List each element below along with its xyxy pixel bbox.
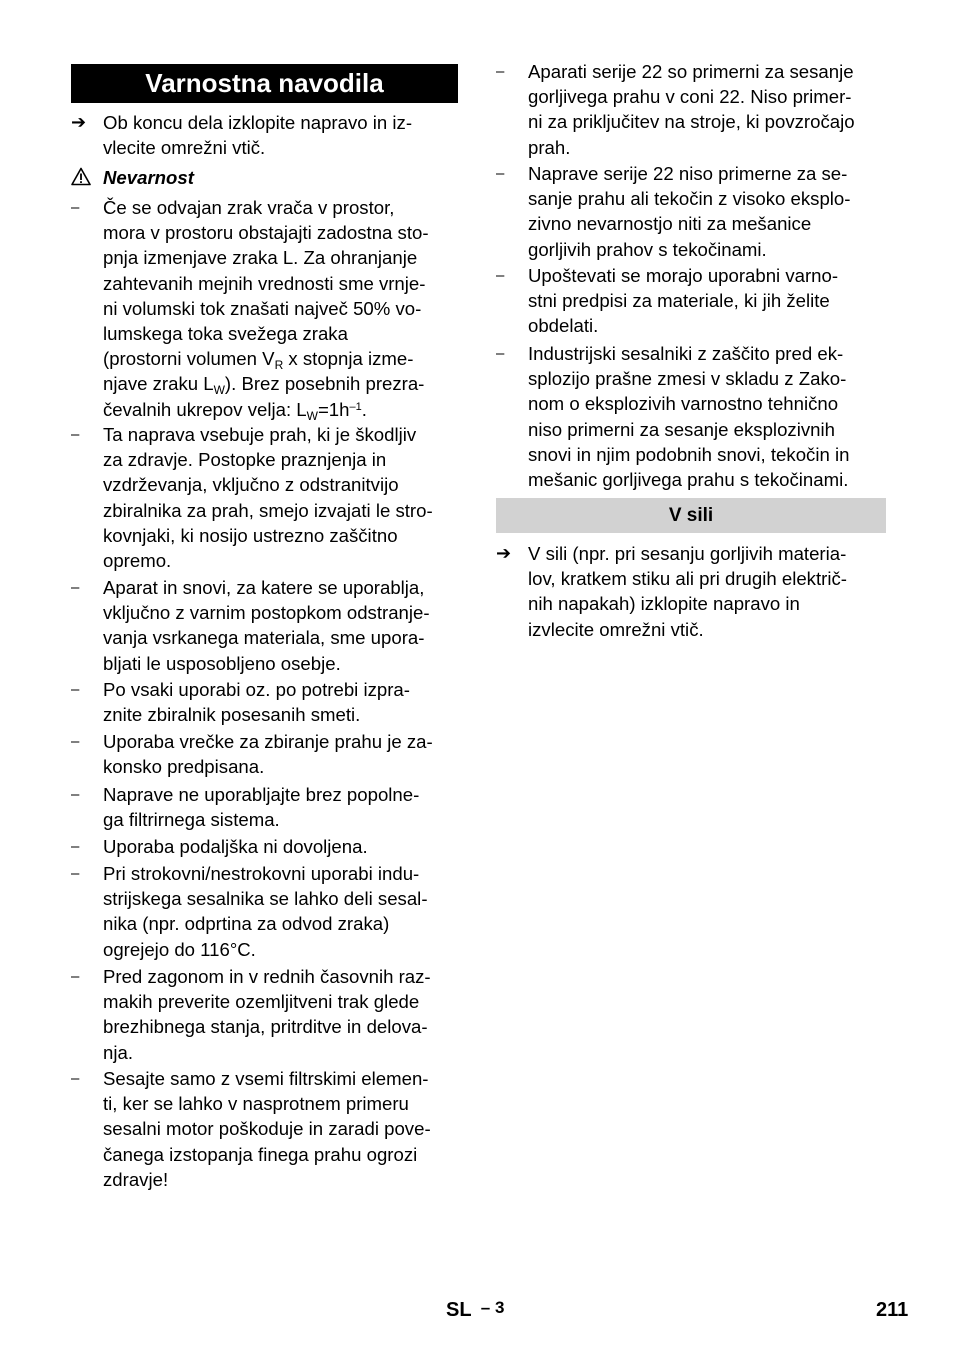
warning-triangle-icon [71,167,91,192]
list-item [71,575,461,676]
list-item [71,195,461,422]
section-page: – 3 [480,1298,505,1317]
list-item-text: Uporaba vrečke za zbiranje prahu je za- konsko predpisana. [103,731,433,778]
list-item [496,263,888,339]
instruction-text: Ob koncu dela izklopite napravo in iz- vlecite omrežni vtič. [103,112,413,159]
list-item-text: Aparat in snovi, za katere se uporablja, vključno z varnim postopkom odstranje- vanja vsrkanega materiala, sme upora- bljati le usposobljeno osebje. [103,577,430,674]
list-item-text: Upoštevati se morajo uporabni varno- stni predpisi za materiale, ki jih želite obdelati. [528,265,839,337]
list-item [71,782,461,832]
dash-marker: – [496,267,505,284]
list-item [71,729,461,779]
list-item [71,964,461,1065]
list-item [496,161,888,262]
list-item-text: Če se odvajan zrak vrača v prostor, mora v prostoru obstajajti zadostna sto- pnja izmenjave zraka L. Za ohranjanje zahtevanih mejnih vrednosti sme vrnje- ni volumski tok znašati največ 50% vo- lumskega toka svežega zraka (prostorni volumen $V_R$ x stopnja izme- njave zraku $L_W$). Brez posebnih prezra- čevalnih ukrepov velja: $L_W=1h^{-1}$. [103,197,429,423]
list-item [496,341,888,492]
list-item-text: Ta naprava vsebuje prah, ki je škodljiv za zdravje. Postopke praznjenja in vzdrževanja, vključno z odstranitvijo zbiralnika za prah, smejo izvajati le stro- kovnjaki, ki nosijo ustrezno zaščitno opremo. [103,424,433,572]
list-item-text: Naprave ne uporabljajte brez popolne- ga filtrirnega sistema. [103,784,420,831]
subsection-heading: V sili [496,498,886,533]
dash-marker: – [71,838,80,855]
list-item [71,677,461,727]
arrow-icon: ➔ [71,112,87,132]
dash-marker: – [71,733,80,750]
section-heading: Varnostna navodila [71,64,458,103]
instruction-item [496,541,888,642]
list-item-text: Industrijski sesalniki z zaščito pred ek- splozijo prašne zmesi v skladu z Zako- nom o eksplozivih varnostno tehnično niso primerni za sesanje eksplozivnih snovi in njim podobnih snovi, tekočin in mešanic gorljivega prahu s tekočinami. [528,343,850,491]
list-item-text: Po vsaki uporabi oz. po potrebi izpra- znite zbiralnik posesanih smeti. [103,679,410,726]
list-item [496,59,888,160]
footer-language [446,1298,504,1323]
list-item-text: Aparati serije 22 so primerni za sesanje gorljivega prahu v coni 22. Niso primer- ni za priključitev na stroje, ki povzročajo prah. [528,61,855,158]
list-item-text: Uporaba podaljška ni dovoljena. [103,836,368,857]
dash-marker: – [71,865,80,882]
list-item [71,834,461,859]
dash-marker: – [71,199,80,216]
list-item [71,1066,461,1192]
page-number: 211 [876,1299,909,1321]
list-item [71,422,461,573]
instruction-text: V sili (npr. pri sesanju gorljivih materia- lov, kratkem stiku ali pri drugih električ- nih napakah) izklopite napravo in izvlecite omrežni vtič. [528,543,847,640]
dash-marker: – [496,165,505,182]
language-code: SL [446,1299,472,1321]
warning-label: Nevarnost [103,167,194,188]
arrow-icon: ➔ [496,543,512,563]
instruction-item [71,110,461,160]
dash-marker: – [496,345,505,362]
dash-marker: – [71,1070,80,1087]
dash-marker: – [71,786,80,803]
list-item-text: Sesajte samo z vsemi filtrskimi elemen- ti, ker se lahko v nasprotnem primeru sesalni motor poškoduje in zaradi pove- čanega izstopanja finega prahu ogrozi zdravje! [103,1068,431,1190]
list-item [71,861,461,962]
list-item-text: Naprave serije 22 niso primerne za se- sanje prahu ali tekočin z visoko eksplo- zivno nevarnostjo niti za mešanice gorljivih prahov s tekočinami. [528,163,851,260]
list-item-text: Pri strokovni/nestrokovni uporabi indu- strijskega sesalnika se lahko deli sesal- nika (npr. odprtina za odvod zraka) ogrejejo do 116°C. [103,863,428,960]
list-item-text: Pred zagonom in v rednih časovnih raz- makih preverite ozemljitveni trak glede brezhibnega stanja, pritrditve in delova- nja. [103,966,431,1063]
dash-marker: – [71,579,80,596]
dash-marker: – [71,681,80,698]
dash-marker: – [71,426,80,443]
dash-marker: – [71,968,80,985]
dash-marker: – [496,63,505,80]
